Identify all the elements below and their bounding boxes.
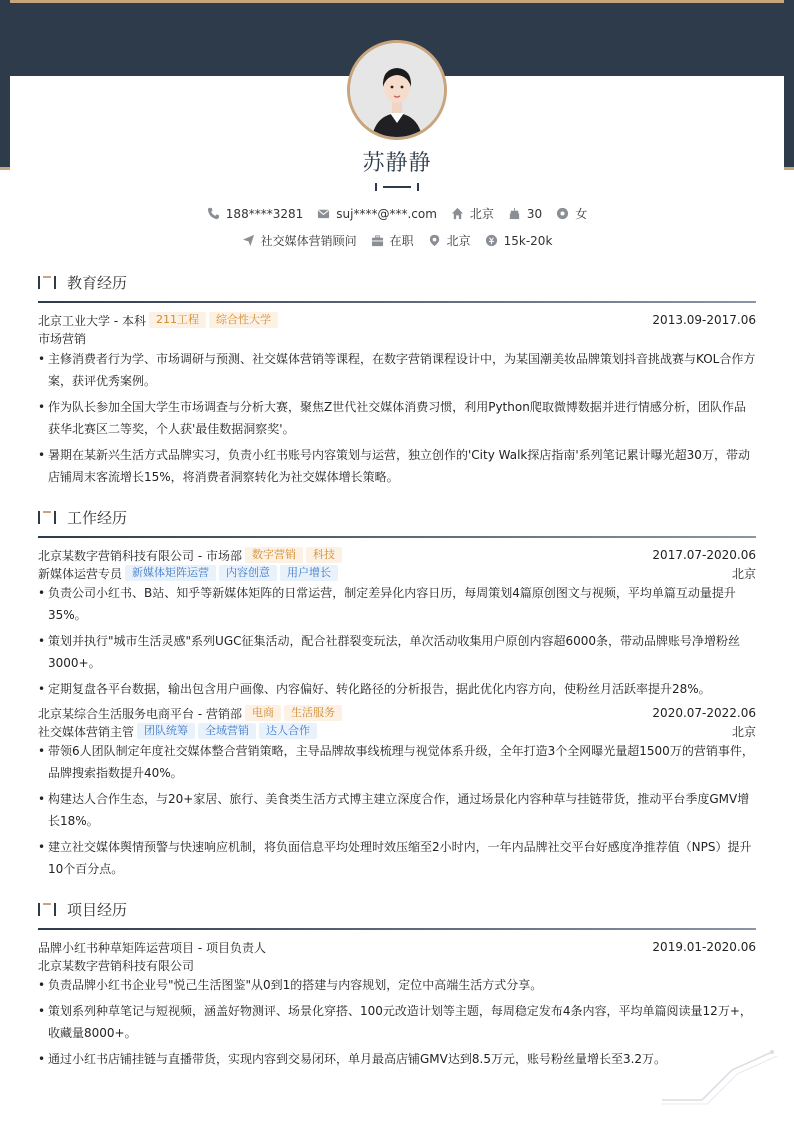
list-item: • 负责公司小红书、B站、知乎等新媒体矩阵的日常运营，制定差异化内容日历，每周策划4篇原创图文与视频，平均单篇互动量提升35%。 <box>38 582 756 626</box>
list-item: • 带领6人团队制定年度社交媒体整合营销策略，主导品牌故事线梳理与视觉体系升级，全年打造3个全网曝光量超1500万的营销事件，品牌搜索指数提升40%。 <box>38 740 756 784</box>
project-period: 2019.01-2020.06 <box>652 940 756 954</box>
project-name: 品牌小红书种草矩阵运营项目 - 项目负责人 <box>38 940 266 955</box>
role-tag: 达人合作 <box>259 723 317 739</box>
job-bullets <box>38 740 756 884</box>
job-role: 社交媒体营销主管 <box>38 724 135 739</box>
education-heading: 教育经历 <box>67 274 128 292</box>
age-text: 30 <box>526 206 543 221</box>
phone-item <box>207 207 303 221</box>
project-company-row <box>38 956 756 974</box>
project-name-row <box>38 938 756 956</box>
education-divider <box>38 301 756 303</box>
job-role-row <box>38 722 756 740</box>
location-item <box>428 232 471 249</box>
status-text: 在职 <box>389 234 414 248</box>
send-icon <box>242 234 255 247</box>
age-item <box>508 207 542 221</box>
role-tag: 用户增长 <box>280 565 338 581</box>
target-role-text: 社交媒体营销顾问 <box>260 234 357 248</box>
education-section-title <box>38 272 127 293</box>
education-major-row <box>38 329 756 347</box>
list-item: • 构建达人合作生态，与20+家居、旅行、美食类生活方式博主建立深度合作，通过场景化内容种草与挂链带货，推动平台季度GMV增长18%。 <box>38 788 756 832</box>
role-tag: 内容创意 <box>219 565 277 581</box>
school-tag: 211工程 <box>149 312 206 328</box>
job-period: 2020.07-2022.06 <box>652 706 756 720</box>
school-tag: 综合性大学 <box>209 312 278 328</box>
city-text: 北京 <box>469 207 494 221</box>
major: 市场营销 <box>38 331 87 346</box>
section-mark-icon <box>38 903 59 916</box>
job-company-row <box>38 546 756 564</box>
list-item: • 定期复盘各平台数据，输出包含用户画像、内容偏好、转化路径的分析报告，据此优化内容方向，使粉丝月活跃率提升28%。 <box>38 678 756 700</box>
list-item: • 作为队长参加全国大学生市场调查与分析大赛，聚焦Z世代社交媒体消费习惯，利用Python爬取微博数据并进行情感分析，团队作品获华北赛区二等奖，个人获'最佳数据洞察奖'。 <box>38 396 756 440</box>
work-divider <box>38 536 756 538</box>
name-divider <box>375 182 419 192</box>
side-tab-left <box>0 0 10 170</box>
list-item: • 暑期在某新兴生活方式品牌实习，负责小红书账号内容策划与运营，独立创作的'City Walk探店指南'系列笔记累计曝光超30万，带动店铺周末客流增长15%，将消费者洞察转化为社交媒体增长策略。 <box>38 444 756 488</box>
job-role-row <box>38 564 756 582</box>
section-mark-icon <box>38 511 59 524</box>
phone-icon <box>207 207 220 220</box>
project-heading: 项目经历 <box>67 901 128 919</box>
role-item <box>242 232 357 249</box>
candidate-name: 苏静静 <box>362 151 432 176</box>
email-text: suj****@***.com <box>336 206 437 221</box>
education-bullets <box>38 348 756 492</box>
home-icon <box>451 207 464 220</box>
company-tag: 生活服务 <box>284 705 342 721</box>
company-tag: 科技 <box>306 547 342 563</box>
job-location: 北京 <box>731 566 756 581</box>
job-role: 新媒体运营专员 <box>38 566 123 581</box>
job-bullets <box>38 582 756 704</box>
company-line: 北京某数字营销科技有限公司 - 市场部 <box>38 548 242 563</box>
work-heading: 工作经历 <box>67 509 128 527</box>
corner-decoration <box>662 1050 782 1106</box>
project-company: 北京某数字营销科技有限公司 <box>38 958 195 973</box>
briefcase-icon <box>371 234 384 247</box>
intent-row <box>0 232 794 249</box>
education-period: 2013.09-2017.06 <box>652 313 756 327</box>
avatar-portrait <box>350 43 444 137</box>
gender-text: 女 <box>575 207 588 221</box>
header-gold-line <box>0 0 794 3</box>
email-item <box>317 207 437 221</box>
target-city-text: 北京 <box>446 234 471 248</box>
job-company-row <box>38 704 756 722</box>
location-icon <box>428 234 441 247</box>
status-item <box>371 232 414 249</box>
money-icon <box>485 234 498 247</box>
role-tag: 全域营销 <box>198 723 256 739</box>
mail-icon <box>317 207 330 220</box>
school-line: 北京工业大学 - 本科 <box>38 313 146 328</box>
list-item: • 策划并执行"城市生活灵感"系列UGC征集活动，配合社群裂变玩法，单次活动收集用户原创内容超6000条，带动品牌账号净增粉丝3000+。 <box>38 630 756 674</box>
job-location: 北京 <box>731 724 756 739</box>
avatar <box>347 40 447 140</box>
section-mark-icon <box>38 276 59 289</box>
list-item: • 策划系列种草笔记与短视频，涵盖好物测评、场景化穿搭、100元改造计划等主题，每周稳定发布4条内容，平均单篇阅读量12万+，收藏量8000+。 <box>38 1000 756 1044</box>
project-bullets <box>38 974 756 1074</box>
salary-item <box>485 234 553 248</box>
role-tag: 新媒体矩阵运营 <box>125 565 216 581</box>
work-section-title <box>38 507 127 528</box>
education-school-row <box>38 311 756 329</box>
phone-text: 188****3281 <box>225 206 304 221</box>
role-tag: 团队统筹 <box>137 723 195 739</box>
project-divider <box>38 928 756 930</box>
gender-item <box>556 205 587 222</box>
job-period: 2017.07-2020.06 <box>652 548 756 562</box>
project-section-title <box>38 899 127 920</box>
gender-icon <box>556 207 569 220</box>
list-item: • 建立社交媒体舆情预警与快速响应机制，将负面信息平均处理时效压缩至2小时内，一年内品牌社交平台好感度净推荐值（NPS）提升10个百分点。 <box>38 836 756 880</box>
salary-text: 15k-20k <box>503 233 553 248</box>
city-item <box>451 205 494 222</box>
list-item: • 负责品牌小红书企业号"悦己生活图鉴"从0到1的搭建与内容规划，定位中高端生活方式分享。 <box>38 974 756 996</box>
cake-icon <box>508 207 521 220</box>
list-item: • 通过小红书店铺挂链与直播带货，实现内容到交易闭环，单月最高店铺GMV达到8.5万元，账号粉丝量增长至3.2万。 <box>38 1048 756 1070</box>
company-line: 北京某综合生活服务电商平台 - 营销部 <box>38 706 242 721</box>
company-tag: 电商 <box>245 705 281 721</box>
contact-row <box>0 205 794 222</box>
list-item: • 主修消费者行为学、市场调研与预测、社交媒体营销等课程，在数字营销课程设计中，为某国潮美妆品牌策划抖音挑战赛与KOL合作方案，获评优秀案例。 <box>38 348 756 392</box>
side-tab-right <box>784 0 794 170</box>
company-tag: 数字营销 <box>245 547 303 563</box>
